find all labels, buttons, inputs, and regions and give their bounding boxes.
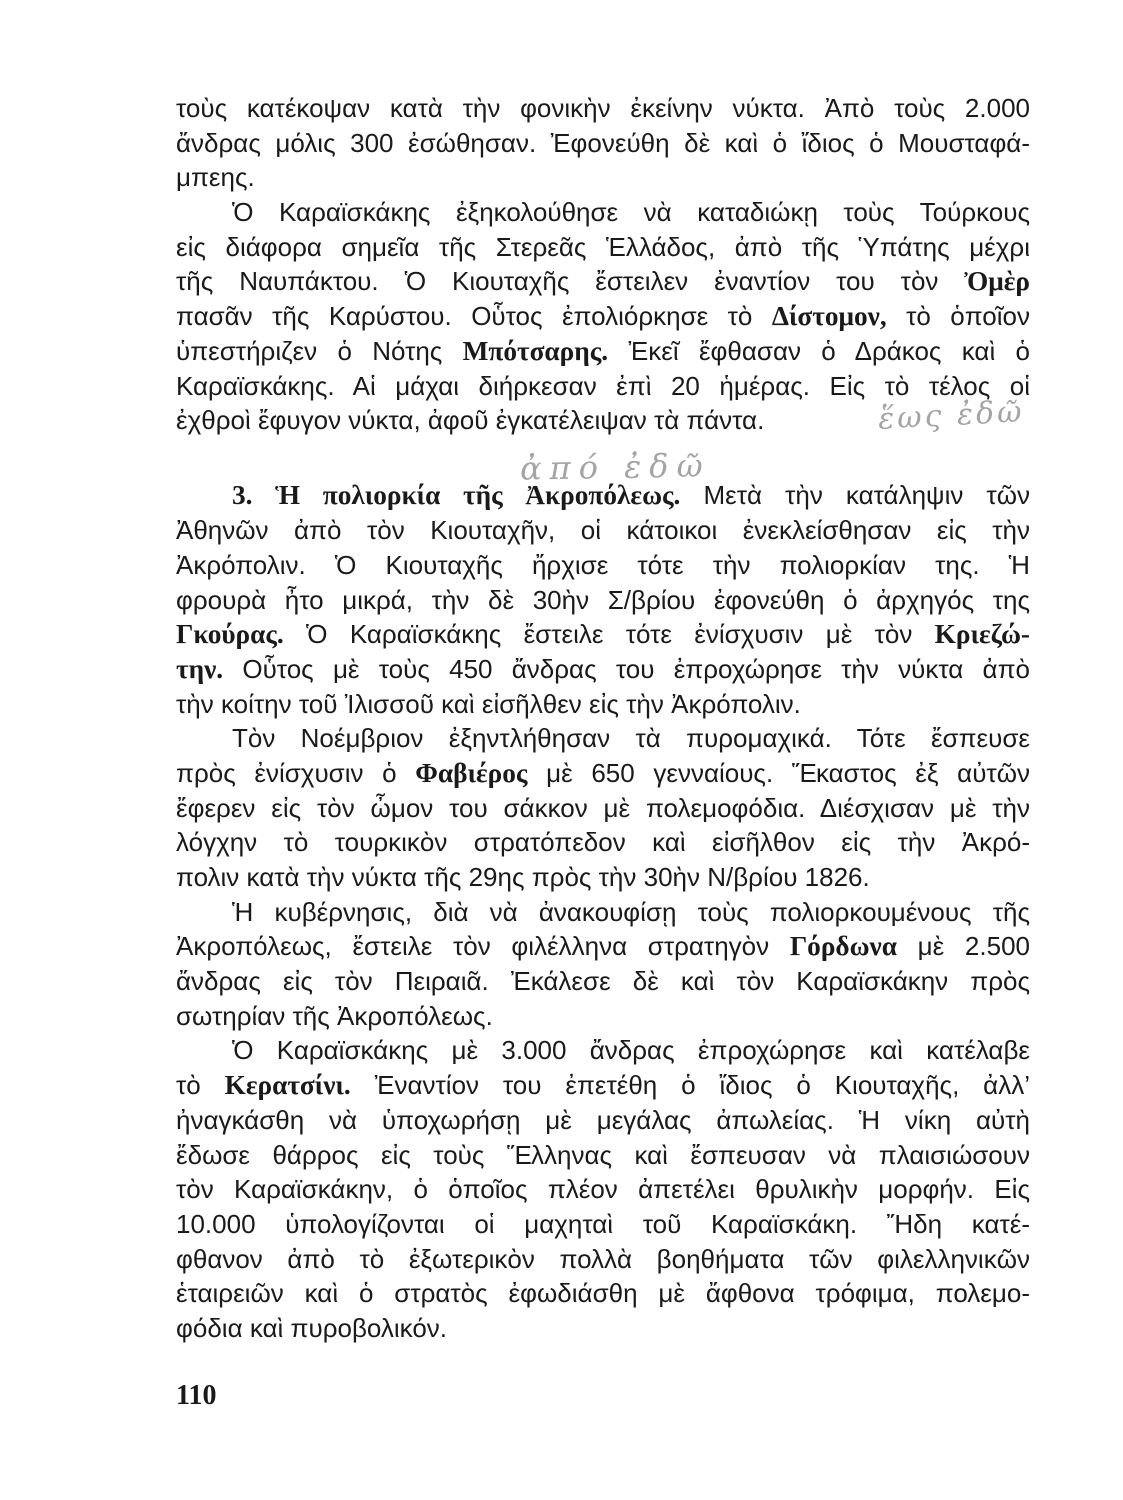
- text-line: [176, 299, 1030, 334]
- body-text: [176, 91, 1030, 1346]
- text-run: Ἐκεῖ ἔφθασαν ὁ Δράκος καὶ ὁ: [608, 335, 1030, 366]
- text-line: [176, 1207, 1030, 1242]
- text-run: Ἀκρόπολιν. Ὁ Κιουταχῆς ἤρχισε τότε τὴν πολιορκίαν της. Ἡ: [176, 549, 1030, 580]
- text-run: Ὁ Καραϊσκάκης ἐξηκολούθησε νὰ καταδιώκῃ τοὺς Τούρκους: [232, 197, 1030, 228]
- text-line: [176, 1103, 1030, 1138]
- text-run: Ἀκροπόλεως, ἔστειλε τὸν φιλέλληνα στρατηγὸν: [176, 931, 790, 962]
- text-line: [176, 91, 1030, 126]
- text-run: ἠναγκάσθη νὰ ὑποχωρήσῃ μὲ μεγάλας ἀπωλείας. Ἡ νίκη αὐτὴ: [176, 1104, 1030, 1135]
- text-line: [176, 652, 1030, 687]
- text-run: 10.000 ὑπολογίζονται οἱ μαχηταὶ τοῦ Καραϊσκάκη. Ἤδη κατέ-: [176, 1208, 1030, 1239]
- text-line: [176, 334, 1030, 369]
- text-line: [176, 860, 1030, 895]
- text-line: [176, 369, 1030, 404]
- text-run: φθανον ἀπὸ τὸ ἐξωτερικὸν πολλὰ βοηθήματα τῶν φιλελληνικῶν: [176, 1243, 1030, 1274]
- text-run: φρουρὰ ἦτο μικρά, τὴν δὲ 30ὴν Σ/βρίου ἐφονεύθη ὁ ἀρχηγός της: [176, 584, 1030, 615]
- text-run: μὲ 2.500: [897, 931, 1030, 962]
- text-line: [176, 999, 1030, 1034]
- text-line: [176, 687, 1030, 722]
- text-line: [176, 895, 1030, 930]
- text-line: [176, 1138, 1030, 1173]
- text-run: πολιν κατὰ τὴν νύκτα τῆς 29ης πρὸς τὴν 30ὴν Ν/βρίου 1826.: [176, 862, 870, 893]
- bold-term: Μπότσαρης.: [462, 335, 609, 366]
- page-number: 110: [176, 1380, 217, 1411]
- text-line: [176, 825, 1030, 860]
- text-line: [176, 264, 1030, 299]
- text-run: ἔδωσε θάρρος εἰς τοὺς Ἕλληνας καὶ ἔσπευσαν νὰ πλαισιώσουν: [176, 1139, 1030, 1170]
- bold-term: Γόρδωνα: [789, 931, 897, 962]
- text-run: ἄνδρας μόλις 300 ἐσώθησαν. Ἐφονεύθη δὲ καὶ ὁ ἴδιος ὁ Μουσταφά-: [176, 127, 1030, 158]
- text-run: πρὸς ἐνίσχυσιν ὁ: [176, 757, 416, 788]
- text-line: [176, 160, 1030, 195]
- text-run: φόδια καὶ πυροβολικόν.: [176, 1312, 448, 1343]
- text-run: τοὺς κατέκοψαν κατὰ τὴν φονικὴν ἐκείνην νύκτα. Ἀπὸ τοὺς 2.000: [176, 93, 1030, 123]
- text-line: [176, 230, 1030, 265]
- bold-term: Φαβιέρος: [415, 757, 528, 788]
- text-run: τὸν Καραϊσκάκην, ὁ ὁποῖος πλέον ἀπετέλει θρυλικὴν μορφήν. Εἰς: [176, 1174, 1030, 1205]
- text-line: [176, 1276, 1030, 1311]
- text-line: [176, 195, 1030, 230]
- text-line: [176, 1311, 1030, 1346]
- text-run: μπεης.: [176, 162, 255, 193]
- text-run: σωτηρίαν τῆς Ἀκροπόλεως.: [176, 1000, 493, 1031]
- bold-term: Δίστομον,: [771, 301, 887, 332]
- bold-term: Κερατσίνι.: [224, 1070, 351, 1101]
- text-line: [176, 964, 1030, 999]
- text-line: [176, 1033, 1030, 1068]
- bold-term: την.: [176, 653, 224, 684]
- text-run: τὸ: [176, 1070, 225, 1101]
- text-run: τὴν κοίτην τοῦ Ἰλισσοῦ καὶ εἰσῆλθεν εἰς τὴν Ἀκρόπολιν.: [176, 688, 801, 719]
- bold-term: Κριεζώ-: [934, 619, 1030, 650]
- section-heading: 3. Ἡ πολιορκία τῆς Ἀκροπόλεως.: [232, 480, 681, 511]
- text-run: Ὁ Καραϊσκάκης μὲ 3.000 ἄνδρας ἐπροχώρησε καὶ κατέλαβε: [232, 1035, 1030, 1066]
- text-run: τῆς Ναυπάκτου. Ὁ Κιουταχῆς ἔστειλεν ἐναντίον του τὸν: [176, 266, 965, 297]
- text-line: [176, 929, 1030, 964]
- handwritten-note-start: ἀπό ἐδῶ: [519, 446, 711, 488]
- text-run: Ἐναντίον του ἐπετέθη ὁ ἴδιος ὁ Κιουταχῆς, ἀλλ’: [350, 1070, 1030, 1101]
- text-run: Ἡ κυβέρνησις, διὰ νὰ ἀνακουφίσῃ τοὺς πολιορκουμένους τῆς: [232, 896, 1030, 927]
- text-run: ἄνδρας εἰς τὸν Πειραιᾶ. Ἐκάλεσε δὲ καὶ τὸν Καραϊσκάκην πρὸς: [176, 966, 1030, 997]
- paragraph: [176, 478, 1030, 721]
- text-run: Καραϊσκάκης. Αἱ μάχαι διήρκεσαν ἐπὶ 20 ἡμέρας. Εἰς τὸ τέλος οἱ: [176, 370, 1030, 401]
- text-line: [176, 791, 1030, 826]
- paragraph: [176, 91, 1030, 195]
- text-line: [176, 1172, 1030, 1207]
- text-run: ἔφερεν εἰς τὸν ὦμον του σάκκον μὲ πολεμοφόδια. Διέσχισαν μὲ τὴν: [176, 792, 1030, 823]
- text-line: [176, 617, 1030, 652]
- text-run: Οὗτος μὲ τοὺς 450 ἄνδρας του ἐπροχώρησε τὴν νύκτα ἀπὸ: [223, 653, 1030, 684]
- bold-term: Γκούρας.: [176, 619, 284, 650]
- bold-term: Ὀμὲρ: [964, 266, 1030, 297]
- text-run: λόγχην τὸ τουρκικὸν στρατόπεδον καὶ εἰσῆλθον εἰς τὴν Ἀκρό-: [176, 827, 1030, 858]
- text-line: [176, 756, 1030, 791]
- paragraph: [176, 1033, 1030, 1345]
- text-run: Τὸν Νοέμβριον ἐξηντλήθησαν τὰ πυρομαχικά. Τότε ἔσπευσε: [232, 723, 1030, 754]
- text-run: ἑταιρειῶν καὶ ὁ στρατὸς ἐφωδιάσθη μὲ ἄφθονα τρόφιμα, πολεμο-: [176, 1278, 1030, 1309]
- text-run: τὸ ὁποῖον: [886, 301, 1031, 332]
- text-line: [176, 721, 1030, 756]
- text-line: [176, 513, 1030, 548]
- text-run: Ὁ Καραϊσκάκης ἔστειλε τότε ἐνίσχυσιν μὲ τὸν: [283, 619, 935, 650]
- handwritten-note-end: ἕως ἐδῶ: [877, 394, 1026, 437]
- text-run: ἐχθροὶ ἔφυγον νύκτα, ἀφοῦ ἐγκατέλειψαν τὰ πάντα.: [176, 405, 765, 436]
- text-line: [176, 583, 1030, 618]
- text-line: [176, 126, 1030, 161]
- text-run: Ἀθηνῶν ἀπὸ τὸν Κιουταχῆν, οἱ κάτοικοι ἐνεκλείσθησαν εἰς τὴν: [176, 515, 1030, 546]
- text-run: ὑπεστήριζεν ὁ Νότης: [176, 335, 463, 366]
- paragraph: [176, 895, 1030, 1034]
- text-run: μὲ 650 γενναίους. Ἕκαστος ἐξ αὐτῶν: [527, 757, 1030, 788]
- text-run: πασᾶν τῆς Καρύστου. Οὗτος ἐπολιόρκησε τὸ: [176, 301, 772, 332]
- paragraph: [176, 721, 1030, 894]
- text-run: εἰς διάφορα σημεῖα τῆς Στερεᾶς Ἑλλάδος, ἀπὸ τῆς Ὑπάτης μέχρι: [176, 231, 1030, 262]
- text-line: [176, 548, 1030, 583]
- text-run: Μετὰ τὴν κατάληψιν τῶν: [680, 480, 1030, 511]
- text-line: [176, 1068, 1030, 1103]
- text-line: [176, 1242, 1030, 1277]
